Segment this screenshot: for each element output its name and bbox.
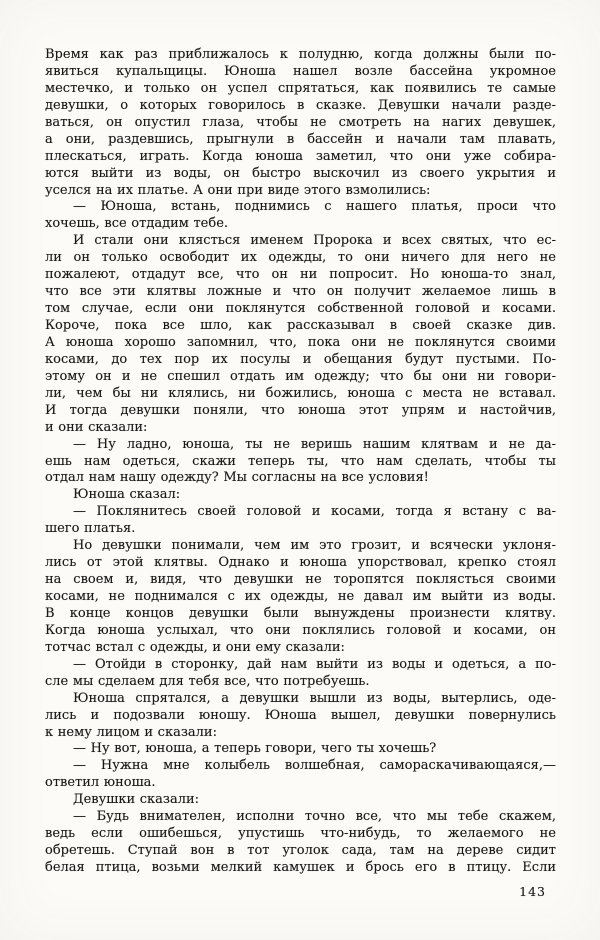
text-line: Короче, пока все шло, как рассказывал в своей сказке див. [45,318,556,333]
text-line: а они, раздевшись, прыгнули в бассейн и начали там плавать, [45,131,556,147]
text-line: шего платья. [45,521,136,537]
text-line: хочешь, все отдадим тебе. [45,216,229,232]
text-line: косами, до тех пор их посулы и обещания будут пустыми. По- [45,351,556,367]
text-line: И тогда девушки поняли, что юноша этот упрям и настойчив, [45,402,556,418]
text-line: ведь если ошибешься, упустишь что-нибудь, то желаемого не [45,826,556,842]
text-line: обретешь. Ступай вон в тот уголок сада, там на дереве сидит [45,843,556,859]
text-line: А юноша хорошо запомнил, что, пока они не поклянутся своими [45,334,556,350]
text-line: — Нужна мне колыбель волшебная, самораскачивающаяся,— [73,758,556,774]
page-text-block [45,47,556,877]
text-line: ются выйти из воды, он быстро выскочил из своего укрытия и [45,165,556,181]
text-line: ответил юноша. [45,775,156,791]
text-line: — Поклянитесь своей головой и косами, тогда я встану с ва- [73,504,556,520]
text-line: лись от этой клятвы. Однако и юноша упорствовал, крепко стоял [45,555,556,571]
text-line: девушки, о которых говорилось в сказке. Девушки начали разде- [45,97,556,113]
text-line: Юноша сказал: [73,487,181,503]
text-line: Юноша спрятался, а девушки вышли из воды, вытерлись, оде- [73,690,556,706]
text-line: местечко, и только он успел спрятаться, как появились те самые [45,80,556,96]
text-line: явиться купальщицы. Юноша нашел возле бассейна укромное [45,63,556,79]
text-line: уселся на их платье. А они при виде этого взмолились: [45,182,431,198]
text-line: сле мы сделаем для тебя все, что потребуешь. [45,673,370,689]
text-line: И стали они клясться именем Пророка и всех святых, что ес- [73,233,556,249]
text-line: — Будь внимателен, исполни точно все, что мы тебе скажем, [73,809,556,825]
text-line: на своем и, видя, что девушки не торопятся поклясться своими [45,572,556,588]
text-line: ли он только освободит их одежды, то они ничего для него не [45,250,556,266]
text-line: — Юноша, встань, поднимись с нашего платья, проси что [73,199,556,215]
text-line: Девушки сказали: [73,792,200,808]
text-line: Когда юноша услыхал, что они поклялись головой и косами, он [45,622,556,638]
text-line: тотчас встал с одежды, и они ему сказали: [45,639,345,655]
text-line: лись и подозвали юношу. Юноша вышел, девушки повернулись [45,707,556,723]
text-line: и они сказали: [45,419,148,435]
text-line: пожалеют, отдадут все, что он ни попросит. Но юноша-то знал, [45,267,556,283]
text-line: к нему лицом и сказали: [45,724,217,740]
text-line: Время как раз приближалось к полудню, когда должны были по- [45,47,556,62]
text-line: белая птица, возьми мелкий камушек и брось его в птицу. Если [45,860,556,875]
text-line: — Ну вот, юноша, а теперь говори, чего ты хочешь? [73,741,437,757]
text-line: этому он и не спешил отдать им одежду; что бы они ни говори- [45,368,556,384]
text-line: В конце концов девушки были вынуждены произнести клятву. [45,605,556,621]
text-line: ваться, он опустил глаза, чтобы не смотреть на нагих девушек, [45,114,556,130]
text-line: том случае, если они поклянутся собственной головой и косами. [45,301,556,317]
text-line: Но девушки понимали, чем им это грозит, и всячески уклоня- [73,538,556,554]
text-line: — Отойди в сторонку, дай нам выйти из воды и одеться, а по- [73,656,556,672]
text-line: — Ну ладно, юноша, ты не веришь нашим клятвам и не да- [73,436,556,452]
text-line: что все эти клятвы ложные и что он получит желаемое лишь в [45,284,556,300]
page-number: 143 [519,884,546,899]
text-line: плескаться, играть. Когда юноша заметил, что они уже собира- [45,148,556,164]
text-line: отдал нам нашу одежду? Мы согласны на все условия! [45,470,429,486]
text-line: ли, чем бы ни клялись, ни божились, юноша с места не вставал. [45,385,556,401]
text-line: ешь нам одеться, скажи теперь ты, что нам сделать, чтобы ты [45,453,556,469]
text-line: косами, не поднимался с их одежды, не давал им выйти из воды. [45,589,556,604]
